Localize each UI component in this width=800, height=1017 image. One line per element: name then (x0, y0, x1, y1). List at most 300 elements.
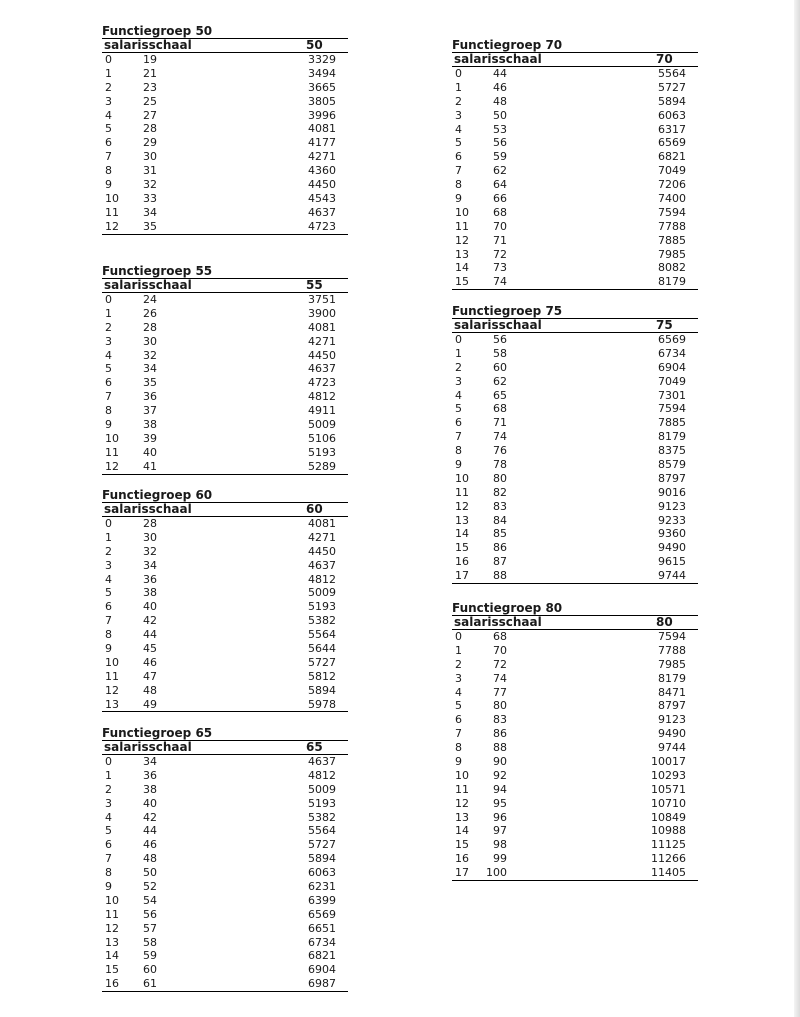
step-cell: 7 (455, 164, 462, 178)
step-cell: 10 (105, 655, 119, 669)
table-row (452, 527, 698, 541)
table-row (102, 220, 348, 235)
table-row (102, 559, 348, 573)
step-cell: 1 (455, 643, 462, 657)
scale-cell: 84 (493, 513, 507, 527)
table-row (452, 444, 698, 458)
salary-cell: 9233 (658, 513, 686, 527)
salary-cell: 5894 (658, 94, 686, 108)
table-row (102, 432, 348, 446)
table-row (452, 569, 698, 584)
step-cell: 1 (455, 80, 462, 94)
scale-cell: 47 (143, 669, 157, 683)
scale-cell: 87 (493, 555, 507, 569)
scale-cell: 25 (143, 94, 157, 108)
salary-cell: 4637 (308, 362, 336, 376)
table-row (452, 852, 698, 866)
step-cell: 5 (105, 122, 112, 136)
table-title: Functiegroep 70 (452, 38, 563, 52)
salary-cell: 4637 (308, 558, 336, 572)
scale-cell: 48 (143, 683, 157, 697)
step-cell: 10 (455, 768, 469, 782)
scale-cell: 80 (493, 699, 507, 713)
salary-cell: 9360 (658, 527, 686, 541)
step-cell: 1 (105, 530, 112, 544)
salary-cell: 4450 (308, 348, 336, 362)
scale-cell: 88 (493, 569, 507, 583)
step-cell: 15 (455, 838, 469, 852)
table-row (102, 545, 348, 559)
table-row (102, 977, 348, 992)
scale-cell: 38 (143, 418, 157, 432)
step-cell: 16 (455, 852, 469, 866)
table-row (102, 769, 348, 783)
salary-cell: 6399 (308, 893, 336, 907)
table-header (102, 38, 348, 53)
header-value: 65 (306, 740, 323, 754)
step-cell: 0 (105, 293, 112, 306)
salary-cell: 5564 (308, 628, 336, 642)
scale-cell: 83 (493, 499, 507, 513)
table-row (452, 109, 698, 123)
step-cell: 8 (455, 178, 462, 192)
scale-cell: 28 (143, 122, 157, 136)
salary-cell: 6904 (658, 360, 686, 374)
table-row (102, 586, 348, 600)
salary-cell: 8375 (658, 444, 686, 458)
salary-cell: 6231 (308, 880, 336, 894)
scale-cell: 40 (143, 445, 157, 459)
step-cell: 13 (455, 513, 469, 527)
step-cell: 17 (455, 569, 469, 583)
salary-cell: 3996 (308, 108, 336, 122)
table-row (102, 783, 348, 797)
salary-cell: 9744 (658, 569, 686, 583)
table-body (102, 53, 348, 235)
scale-cell: 32 (143, 178, 157, 192)
scale-cell: 40 (143, 600, 157, 614)
step-cell: 1 (105, 768, 112, 782)
table-title: Functiegroep 65 (102, 726, 213, 740)
salary-cell: 6569 (308, 907, 336, 921)
scale-cell: 94 (493, 782, 507, 796)
table-row (102, 390, 348, 404)
step-cell: 5 (455, 136, 462, 150)
scale-cell: 74 (493, 671, 507, 685)
table-title: Functiegroep 55 (102, 264, 213, 278)
scale-cell: 39 (143, 431, 157, 445)
table-row (102, 192, 348, 206)
scale-cell: 31 (143, 164, 157, 178)
step-cell: 7 (105, 150, 112, 164)
step-cell: 6 (105, 600, 112, 614)
table-row (102, 852, 348, 866)
scale-cell: 24 (143, 293, 157, 306)
header-value: 70 (656, 52, 673, 66)
scale-cell: 28 (143, 517, 157, 530)
step-cell: 0 (105, 53, 112, 66)
table-row (452, 811, 698, 825)
step-cell: 4 (455, 685, 462, 699)
step-cell: 10 (105, 431, 119, 445)
scale-cell: 48 (493, 94, 507, 108)
scale-cell: 71 (493, 416, 507, 430)
salary-cell: 8797 (658, 699, 686, 713)
scale-cell: 45 (143, 642, 157, 656)
header-label: salarisschaal (104, 502, 192, 516)
table-row (102, 164, 348, 178)
table-row (102, 178, 348, 192)
scale-cell: 54 (143, 893, 157, 907)
table-row (452, 136, 698, 150)
table-row (102, 698, 348, 713)
scale-cell: 34 (143, 755, 157, 768)
scale-cell: 28 (143, 320, 157, 334)
table-row (452, 824, 698, 838)
table-row (102, 517, 348, 531)
step-cell: 16 (455, 555, 469, 569)
scale-cell: 70 (493, 219, 507, 233)
salary-cell: 5727 (308, 655, 336, 669)
scale-cell: 33 (143, 191, 157, 205)
step-cell: 10 (455, 205, 469, 219)
salary-cell: 11266 (651, 852, 686, 866)
table-row (452, 333, 698, 347)
salary-cell: 5193 (308, 796, 336, 810)
salary-cell: 4081 (308, 320, 336, 334)
scale-cell: 46 (143, 838, 157, 852)
step-cell: 11 (105, 445, 119, 459)
header-value: 80 (656, 615, 673, 629)
step-cell: 9 (455, 192, 462, 206)
salary-cell: 7885 (658, 416, 686, 430)
table-row (452, 472, 698, 486)
scale-cell: 44 (493, 67, 507, 80)
step-cell: 5 (105, 824, 112, 838)
step-cell: 0 (105, 517, 112, 530)
scale-cell: 97 (493, 824, 507, 838)
step-cell: 0 (455, 333, 462, 346)
salary-cell: 8179 (658, 430, 686, 444)
salary-cell: 6821 (658, 150, 686, 164)
step-cell: 5 (455, 699, 462, 713)
scale-cell: 64 (493, 178, 507, 192)
scale-cell: 50 (143, 866, 157, 880)
scale-cell: 26 (143, 306, 157, 320)
table-row (452, 644, 698, 658)
salary-cell: 11125 (651, 838, 686, 852)
step-cell: 9 (105, 880, 112, 894)
scale-cell: 27 (143, 108, 157, 122)
salary-cell: 9123 (658, 499, 686, 513)
salary-cell: 5894 (308, 683, 336, 697)
table-row (452, 486, 698, 500)
functiegroep-70-table (452, 38, 698, 290)
salary-cell: 4081 (308, 517, 336, 530)
table-row (102, 150, 348, 164)
salary-cell: 10571 (651, 782, 686, 796)
table-row (102, 349, 348, 363)
scale-cell: 60 (493, 360, 507, 374)
scale-cell: 61 (143, 977, 157, 991)
table-row (452, 430, 698, 444)
table-title: Functiegroep 80 (452, 601, 563, 615)
scale-cell: 34 (143, 558, 157, 572)
salary-cell: 3665 (308, 80, 336, 94)
scale-cell: 32 (143, 544, 157, 558)
table-row (102, 206, 348, 220)
table-row (452, 755, 698, 769)
table-title: Functiegroep 75 (452, 304, 563, 318)
scale-cell: 40 (143, 796, 157, 810)
scale-cell: 41 (143, 459, 157, 473)
header-value: 75 (656, 318, 673, 332)
scale-cell: 42 (143, 810, 157, 824)
step-cell: 11 (105, 205, 119, 219)
step-cell: 6 (105, 136, 112, 150)
salary-cell: 10017 (651, 755, 686, 769)
table-row (102, 963, 348, 977)
step-cell: 15 (455, 541, 469, 555)
step-cell: 14 (455, 527, 469, 541)
salary-cell: 7400 (658, 192, 686, 206)
salary-cell: 6063 (308, 866, 336, 880)
table-row (452, 389, 698, 403)
scale-cell: 99 (493, 852, 507, 866)
table-row (452, 275, 698, 290)
scale-cell: 68 (493, 402, 507, 416)
step-cell: 13 (105, 935, 119, 949)
header-value: 50 (306, 38, 323, 52)
step-cell: 11 (105, 907, 119, 921)
salary-cell: 8179 (658, 671, 686, 685)
salary-cell: 3751 (308, 293, 336, 306)
salary-cell: 4177 (308, 136, 336, 150)
table-row (102, 109, 348, 123)
step-cell: 4 (105, 810, 112, 824)
salary-cell: 7594 (658, 205, 686, 219)
salary-cell: 6651 (308, 921, 336, 935)
step-cell: 2 (105, 782, 112, 796)
step-cell: 16 (105, 977, 119, 991)
step-cell: 12 (455, 233, 469, 247)
header-label: salarisschaal (104, 740, 192, 754)
scale-cell: 98 (493, 838, 507, 852)
salary-cell: 8082 (658, 261, 686, 275)
salary-cell: 7049 (658, 374, 686, 388)
step-cell: 11 (455, 782, 469, 796)
salary-cell: 5009 (308, 782, 336, 796)
table-row (102, 293, 348, 307)
scale-cell: 36 (143, 572, 157, 586)
step-cell: 4 (105, 108, 112, 122)
step-cell: 9 (455, 458, 462, 472)
table-row (452, 402, 698, 416)
salary-cell: 4543 (308, 191, 336, 205)
salary-cell: 4271 (308, 530, 336, 544)
step-cell: 8 (105, 164, 112, 178)
scale-cell: 56 (493, 333, 507, 346)
table-row (452, 727, 698, 741)
table-row (102, 628, 348, 642)
salary-cell: 10988 (651, 824, 686, 838)
table-row (102, 894, 348, 908)
table-row (102, 866, 348, 880)
scale-cell: 72 (493, 247, 507, 261)
salary-cell: 6987 (308, 977, 336, 991)
scale-cell: 77 (493, 685, 507, 699)
scale-cell: 74 (493, 430, 507, 444)
salary-cell: 3494 (308, 66, 336, 80)
step-cell: 15 (455, 275, 469, 289)
step-cell: 8 (455, 444, 462, 458)
scale-cell: 34 (143, 205, 157, 219)
salary-cell: 5644 (308, 642, 336, 656)
step-cell: 6 (455, 150, 462, 164)
salary-cell: 7788 (658, 643, 686, 657)
step-cell: 1 (105, 306, 112, 320)
salary-cell: 10293 (651, 768, 686, 782)
header-value: 55 (306, 278, 323, 292)
scale-cell: 62 (493, 164, 507, 178)
step-cell: 12 (105, 459, 119, 473)
salary-cell: 5894 (308, 852, 336, 866)
step-cell: 7 (105, 390, 112, 404)
salary-cell: 6904 (308, 963, 336, 977)
table-row (102, 95, 348, 109)
step-cell: 6 (105, 376, 112, 390)
step-cell: 3 (105, 334, 112, 348)
table-row (452, 783, 698, 797)
salary-cell: 4812 (308, 572, 336, 586)
salary-cell: 5193 (308, 600, 336, 614)
salary-cell: 8797 (658, 471, 686, 485)
step-cell: 3 (105, 94, 112, 108)
table-body (452, 333, 698, 584)
step-cell: 11 (455, 485, 469, 499)
table-row (102, 600, 348, 614)
table-row (452, 206, 698, 220)
table-row (102, 321, 348, 335)
step-cell: 2 (105, 544, 112, 558)
step-cell: 6 (105, 838, 112, 852)
table-row (452, 123, 698, 137)
step-cell: 12 (455, 796, 469, 810)
salary-cell: 8579 (658, 458, 686, 472)
salary-cell: 5564 (308, 824, 336, 838)
table-row (452, 361, 698, 375)
scale-cell: 85 (493, 527, 507, 541)
step-cell: 3 (105, 796, 112, 810)
step-cell: 13 (105, 697, 119, 711)
table-row (452, 375, 698, 389)
scale-cell: 37 (143, 404, 157, 418)
table-row (102, 936, 348, 950)
salary-cell: 5382 (308, 614, 336, 628)
scale-cell: 65 (493, 388, 507, 402)
salary-cell: 5727 (658, 80, 686, 94)
scale-cell: 34 (143, 362, 157, 376)
table-row (102, 81, 348, 95)
table-row (452, 541, 698, 555)
step-cell: 10 (105, 893, 119, 907)
step-cell: 14 (455, 261, 469, 275)
table-row (102, 684, 348, 698)
functiegroep-65-table (102, 726, 348, 992)
salary-cell: 7985 (658, 247, 686, 261)
table-row (452, 220, 698, 234)
table-row (452, 630, 698, 644)
step-cell: 12 (105, 219, 119, 233)
salary-cell: 3900 (308, 306, 336, 320)
step-cell: 7 (105, 614, 112, 628)
salary-cell: 6063 (658, 108, 686, 122)
salary-cell: 9490 (658, 541, 686, 555)
salary-cell: 5106 (308, 431, 336, 445)
scale-cell: 57 (143, 921, 157, 935)
table-row (102, 136, 348, 150)
table-header (452, 52, 698, 67)
table-row (452, 686, 698, 700)
salary-cell: 4723 (308, 376, 336, 390)
table-header (452, 615, 698, 630)
table-row (452, 699, 698, 713)
table-row (102, 460, 348, 475)
table-row (102, 122, 348, 136)
salary-cell: 4271 (308, 334, 336, 348)
salary-cell: 11405 (651, 866, 686, 880)
step-cell: 4 (105, 348, 112, 362)
scale-cell: 56 (143, 907, 157, 921)
header-value: 60 (306, 502, 323, 516)
step-cell: 8 (105, 866, 112, 880)
step-cell: 3 (455, 374, 462, 388)
header-label: salarisschaal (454, 52, 542, 66)
step-cell: 9 (105, 418, 112, 432)
salary-cell: 6317 (658, 122, 686, 136)
step-cell: 4 (455, 388, 462, 402)
salary-cell: 4271 (308, 150, 336, 164)
header-label: salarisschaal (454, 318, 542, 332)
salary-cell: 5009 (308, 586, 336, 600)
table-row (102, 908, 348, 922)
salary-cell: 7594 (658, 402, 686, 416)
scale-cell: 30 (143, 530, 157, 544)
table-row (102, 797, 348, 811)
scale-cell: 46 (143, 655, 157, 669)
step-cell: 10 (105, 191, 119, 205)
step-cell: 14 (105, 949, 119, 963)
table-row (452, 416, 698, 430)
step-cell: 0 (105, 755, 112, 768)
step-cell: 1 (105, 66, 112, 80)
table-row (102, 362, 348, 376)
scale-cell: 36 (143, 390, 157, 404)
page-edge (794, 0, 800, 1017)
salary-cell: 7594 (658, 630, 686, 643)
functiegroep-75-table (452, 304, 698, 584)
salary-cell: 7206 (658, 178, 686, 192)
table-row (102, 376, 348, 390)
step-cell: 9 (105, 178, 112, 192)
step-cell: 0 (455, 630, 462, 643)
table-row (452, 500, 698, 514)
table-row (452, 347, 698, 361)
salary-cell: 9744 (658, 741, 686, 755)
functiegroep-50-table (102, 24, 348, 235)
scale-cell: 38 (143, 782, 157, 796)
step-cell: 2 (455, 657, 462, 671)
